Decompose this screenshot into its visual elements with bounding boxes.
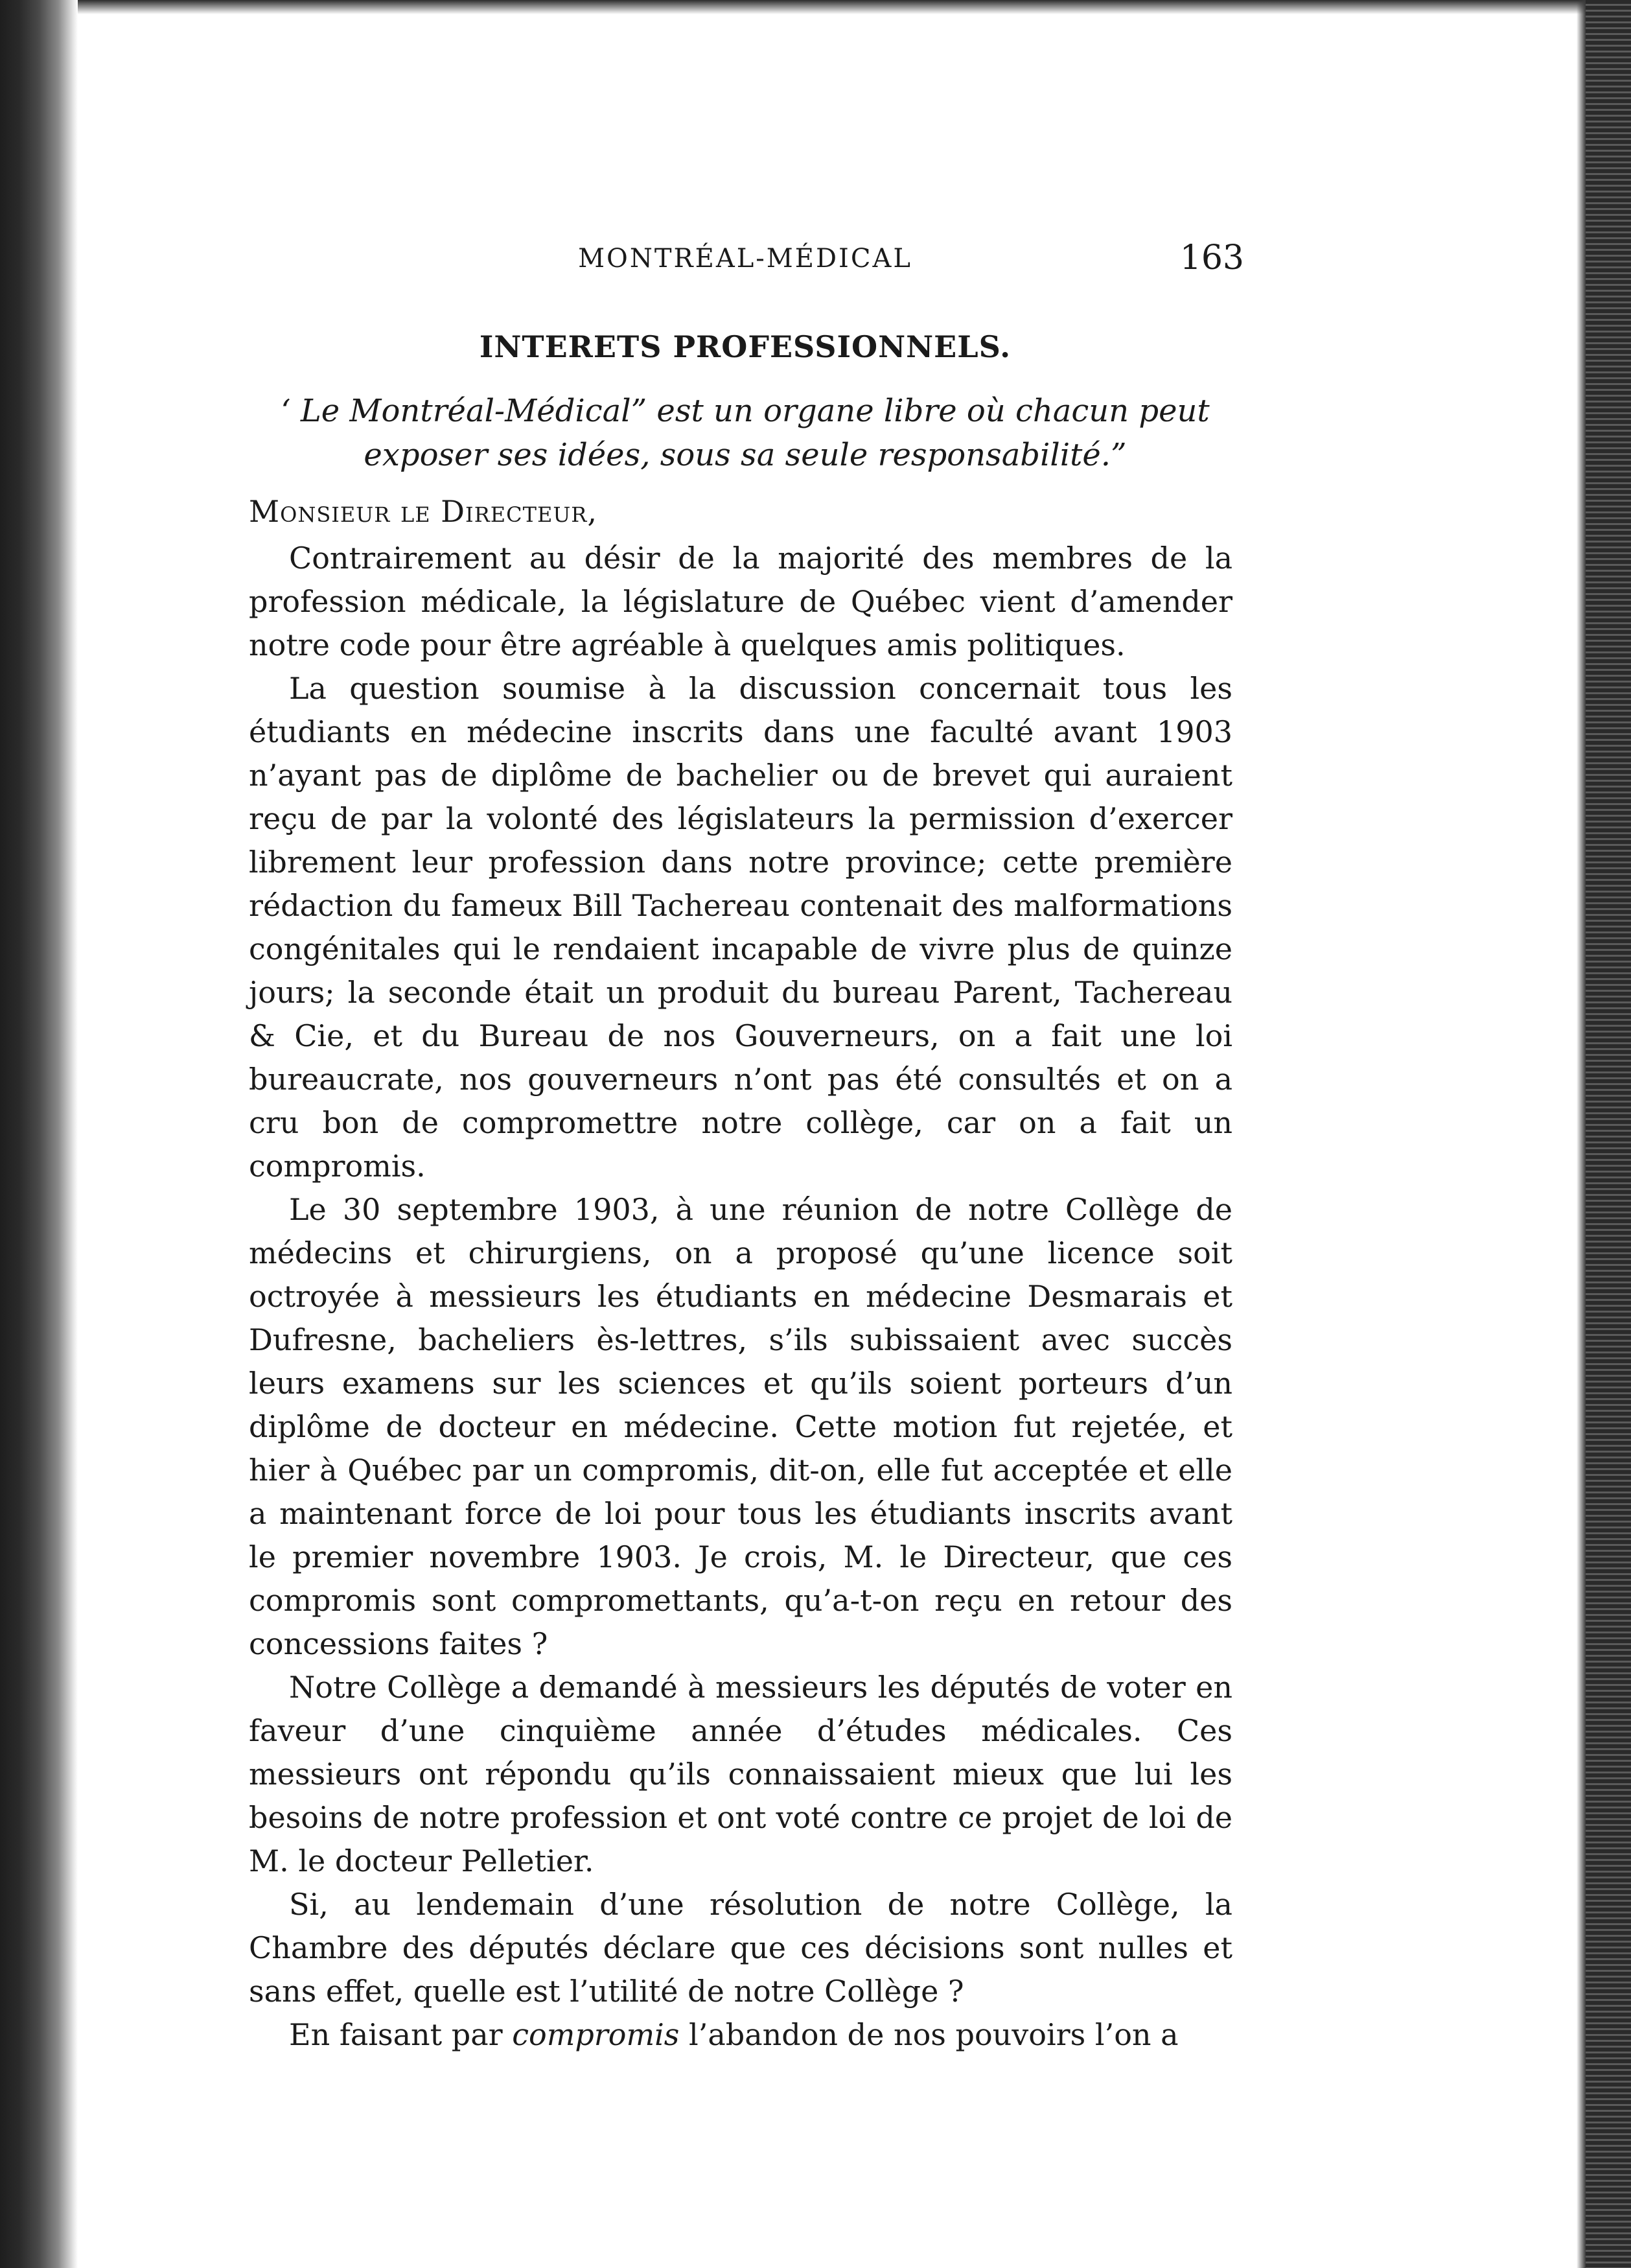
paragraph: Notre Collège a demandé à messieurs les députés de voter en faveur d’une cinquième année d’études médicales. Ces messieurs ont répondu qu’ils connaissaient mieux que lui les besoins de notre profession et ont voté contre ce projet de loi de M. le docteur Pelletier. xyxy=(249,1670,1232,1878)
journal-title: MONTRÉAL-MÉDICAL xyxy=(578,244,912,274)
paragraph: Contrairement au désir de la majorité des membres de la profession médicale, la législature de Québec vient d’amender notre code pour être agréable à quelques amis politiques. xyxy=(249,541,1232,662)
paragraph: Si, au lendemain d’une résolution de notre Collège, la Chambre des députés déclare que ces décisions sont nulles et sans effet, quelle est l’utilité de notre Collège ? xyxy=(249,1887,1232,2009)
page-number: 163 xyxy=(1179,239,1244,277)
paragraph: La question soumise à la discussion concernait tous les étudiants en médecine inscrits dans une faculté avant 1903 n’ayant pas de diplôme de bachelier ou de brevet qui auraient reçu de par la volonté des législateurs la permission d’exercer librement leur profession dans notre province; cette première rédaction du fameux Bill Tachereau contenait des malformations congénitales qui le rendaient incapable de vivre plus de quinze jours; la seconde était un produit du bureau Parent, Tachereau & Cie, et du Bureau de nos Gouverneurs, on a fait une loi bureaucrate, nos gouverneurs n’ont pas été consultés et on a cru bon de compromettre notre collège, car on a fait un compromis. xyxy=(249,671,1232,1184)
epigraph-line: ‘ Le Montréal-Médical” est un organe libre où chacun peut xyxy=(281,393,1210,429)
epigraph xyxy=(246,389,1244,477)
paragraph: Le 30 septembre 1903, à une réunion de notre Collège de médecins et chirurgiens, on a proposé qu’une licence soit octroyée à messieurs les étudiants en médecine Desmarais et Dufresne, bacheliers ès-lettres, s’ils subissaient avec succès leurs examens sur les sciences et qu’ils soient porteurs d’un diplôme de docteur en médecine. Cette motion fut rejetée, et hier à Québec par un compromis, dit-on, elle fut acceptée et elle a maintenant force de loi pour tous les étudiants inscrits avant le premier novembre 1903. Je crois, M. le Directeur, que ces compromis sont compromettants, qu’a-t-on reçu en retour des concessions faites ? xyxy=(249,1192,1232,1661)
scan-edge-right-shadow xyxy=(1577,0,1586,2268)
epigraph-line: exposer ses idées, sous sa seule responsabilité.” xyxy=(364,437,1127,473)
emphasis-text: compromis xyxy=(512,2017,680,2052)
letter-body xyxy=(249,537,1232,2057)
scan-edge-right xyxy=(1586,0,1631,2268)
section-heading: INTERETS PROFESSIONNELS. xyxy=(479,329,1012,364)
paragraph-last xyxy=(249,2013,1232,2057)
running-head xyxy=(246,239,1244,277)
paragraph-text: l’abandon de nos pouvoirs l’on a xyxy=(679,2017,1179,2052)
salutation: Monsieur le Directeur, xyxy=(249,494,598,529)
scan-edge-top xyxy=(78,0,1586,14)
paragraph-text: En faisant par xyxy=(289,2017,513,2052)
scan-edge-left xyxy=(0,0,78,2268)
